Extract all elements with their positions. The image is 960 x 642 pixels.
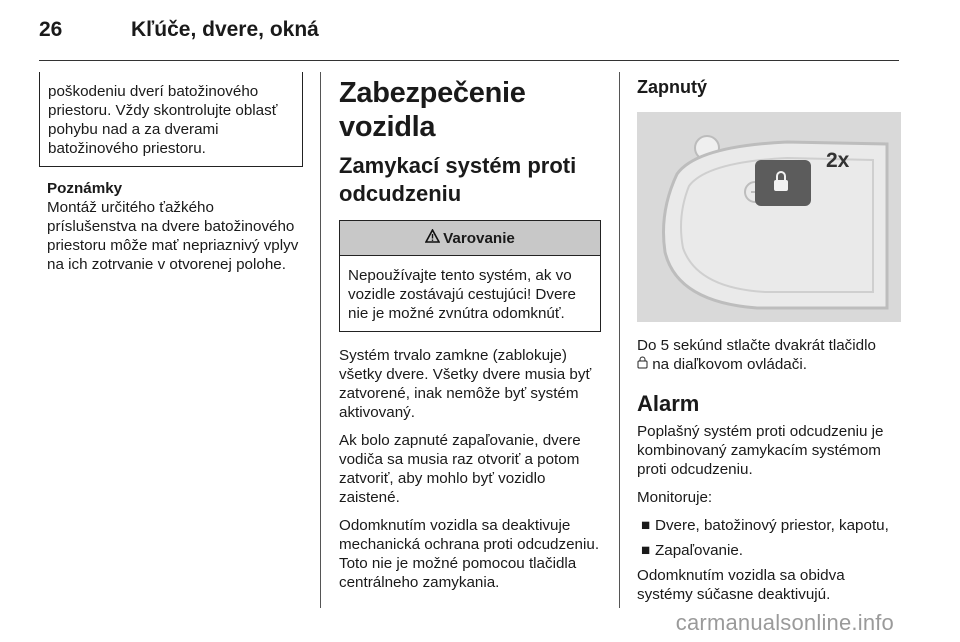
subsection-title: Zapnutý — [637, 77, 707, 97]
watermark: carmanualsonline.info — [675, 610, 894, 635]
monitor-label: Monitoruje: — [637, 489, 713, 506]
header-rule — [39, 60, 899, 61]
column-divider-1 — [320, 72, 321, 608]
column-1 — [39, 72, 303, 274]
alarm-title: Alarm — [637, 391, 700, 416]
warning-text: Nepoužívajte tento systém, ak vo vozidle zostávajú cestujúci! Dvere nie je možné zvnútra odomknúť. — [348, 267, 576, 322]
chapter-title: Kľúče, dvere, okná — [131, 18, 319, 41]
warning-continued-text: poškodeniu dverí batožinového priestoru. Vždy skontrolujte oblasť pohybu nad a za dverami batožinového priestoru. — [48, 83, 278, 157]
note-text: Montáž určitého ťažkého príslušenstva na dvere batožinového priestoru môže mať nepriaznivý vplyv na ich zotrvanie v otvorenej polohe. — [47, 199, 299, 273]
paragraph-1: Systém trvalo zamkne (zablokuje) všetky dvere. Všetky dvere musia byť zatvorené, inak nemôže byť systém aktivovaný. — [339, 347, 592, 421]
instruction-post: na diaľkovom ovládači. — [652, 356, 807, 373]
bullet-square-icon: ■ — [641, 517, 651, 534]
list-item: ■ Dvere, batožinový priestor, kapotu, — [637, 516, 901, 535]
warning-box-continued — [39, 72, 303, 167]
warning-label: Varovanie — [443, 229, 515, 247]
warning-header — [340, 221, 600, 256]
warning-box — [339, 220, 601, 332]
figure-label-2x: 2x — [826, 149, 850, 172]
page-number: 26 — [39, 18, 63, 41]
list-item: ■ Zapaľovanie. — [637, 541, 901, 560]
section-subtitle: Zamykací systém proti odcudzeniu — [339, 153, 577, 206]
section-title: Zabezpečenie vozidla — [339, 77, 526, 143]
key-fob-figure — [637, 112, 901, 322]
paragraph-2: Ak bolo zapnuté zapaľovanie, dvere vodiča sa musia raz otvoriť a potom zatvoriť, aby mohlo byť vozidlo zaistené. — [339, 432, 581, 506]
note-title: Poznámky — [47, 180, 123, 197]
warning-triangle-icon — [425, 229, 440, 248]
alarm-text: Poplašný systém proti odcudzeniu je kombinovaný zamykacím systémom proti odcudzeniu. — [637, 423, 884, 478]
lock-button-icon — [637, 355, 648, 374]
bullet-square-icon: ■ — [641, 542, 651, 559]
page-header — [39, 18, 319, 50]
column-divider-2 — [619, 72, 620, 608]
instruction-pre: Do 5 sekúnd stlačte dvakrát tlačidlo — [637, 337, 876, 354]
instruction-text — [637, 336, 901, 374]
final-text: Odomknutím vozidla sa obidva systémy súčasne deaktivujú. — [637, 567, 845, 603]
key-fob-illustration — [637, 112, 901, 322]
paragraph-3: Odomknutím vozidla sa deaktivuje mechanická ochrana proti odcudzeniu. Toto nie je možné pomocou tlačidla centrálneho zamykania. — [339, 517, 600, 591]
column-2 — [339, 72, 601, 601]
column-3 — [637, 72, 901, 613]
